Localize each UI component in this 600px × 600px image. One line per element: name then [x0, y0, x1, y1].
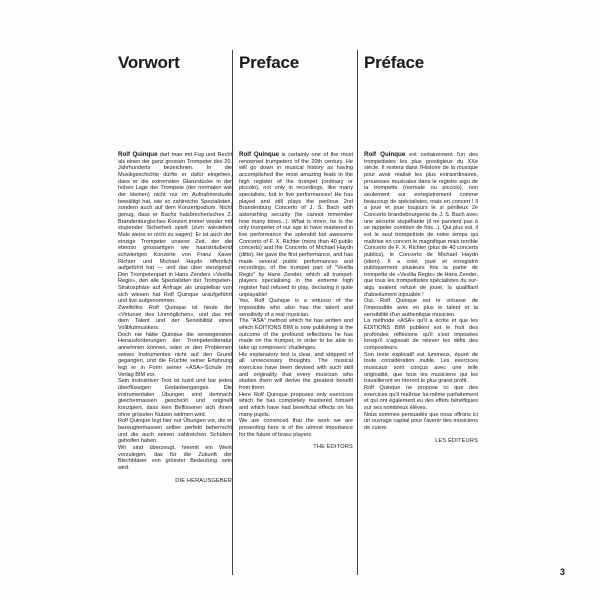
column-body — [118, 152, 232, 484]
paragraph: Sein instruktiver Text ist luzid und bar jedes überflüssigen Gedankenganges. Die instrumentalen Übungen sind demnach gleichermassen geschickt und originell konzipiert, dass kein Beflissener sich ihnen ohne grössten Nutzen widmen wird. — [118, 378, 232, 418]
paragraph: Oui, Rolf Quinque est le virtuose de l'impossible avec en plus le talent et la sensibilité d'un authentique musicien. — [364, 298, 478, 318]
signature: LES ÉDITEURS — [435, 437, 478, 444]
lead-name: Rolf Quinque — [364, 151, 406, 158]
lead-name: Rolf Quinque — [239, 151, 279, 158]
column-french — [362, 50, 480, 575]
heading-vorwort: Vorwort — [118, 53, 180, 72]
paragraph: Rolf Quinque darf man mit Fug und Recht als einen der ganz grossen Trompeter des 20. Jahrhunderts bezeichnen. In die Musikgeschichte dürfte er dafür eingehen, dass er die extremsten Glanzstücke in der hohen Lage der Trompete (der normalen wie der kleinen) nicht nur im Aufnahmestudio bewältigt hat, wie so zahlreiche Spezialisten, sondern auch auf dem Konzertpodium. Nicht genug, dass er Bachs halsbrecherisches 2. Brandenburgisches Konzert immer wieder mit stupender Sicherheit spielt (zum wievielten Male weiss er nicht zu sagen): Er ist auch der einzige Trompeter unserer Zeit, der die ebenso grossartigen wie haarsträubend schwierigen Konzerte von Franz Xaver Richter und Michael Haydn öffentlich aufgeführt hat — und das über vierzigmal! Den Trompetenpart in Hans Zenders «Vexilla Regis», den alle Spezialisten der Trompeten-Stratosphäre auf Anfrage als unspielbar von sich wiesen hat Rolf Quinque uraufgeführt und live aufgenommen. — [118, 151, 233, 305]
paragraph: Son texte explicatif est lumineux, épuré de toute considération inutile. Les exercices musicaux sont conçus avec une telle originalité, que tous les musiciens qui les travailleront en tireront le plus grand profit. — [364, 351, 478, 385]
signature: THE EDITORS — [313, 444, 353, 451]
paragraph: Wir sind überzeugt, hiermit ein Werk vorzulegen, das für die Zukunft der Blechbläser von grösster Bedeutung sein wird. — [118, 444, 232, 471]
paragraph: Rolf Quinque ne propose ici que des exercices qu'il maîtrise lui-même parfaitement et qui ont également eu des effets bénéfiques sur ses nombreux élèves. — [364, 384, 478, 411]
column-english — [237, 50, 355, 575]
column-divider — [357, 50, 358, 575]
paragraph: His explanatory text is clear, and stripped of all unnecessary thoughts. The musical exercices have been devised with such skill and originality that every musician who studies them will derive the greatest benefit from them. — [239, 351, 353, 391]
paragraph: Nous sommes persuadés que nous offrons ici un ouvrage capital pour l'avenir des musiciens de cuivre. — [364, 411, 478, 431]
paragraph: Rolf Quinque legt hier nur Übungen vor, die er bezeugtermassen selber perfekt beherrscht und die auch seinen zahlreichen Schülern geholfen haben. — [118, 418, 232, 445]
paragraph: Rolf Quinque est certainement l'un des trompettistes les plus prestigieux du XXe siècle. Il restera dans l'Histoire de la musique pour avoir réalisé les plus extraordinaires, prouesses musicales dans le registre aigu de la trompette (normale ou piccolo), non seulement sur enregistrement comme beaucoup de spécialistes, mais en concert ! Il a joué et joue toujours le si périlleux 2e Concerto brandebourgeois de J. S. Bach avec une sécurité stupéfiante (il ne parvient pas à se rappeler combien de fois...). Qui plus est, il est le seul trompettiste de notre temps qui maîtrise en concert le magnifique mais terrible Concerto de F. X. Richter (plus de 40 concerts publics), le Concerto de Michael Haydn (idem). Il a créé, joué et enregistré publiquement plusieurs fois la partie de trompette de «Vexilla Regis» de Hans Zender, que tous les trompettistes spécialistes du sur-aigu avaient refusé de jouer, la qualifiant d'absolument injouable ! — [364, 151, 478, 298]
heading-preface-fr: Préface — [364, 53, 425, 72]
paragraph: Doch nie hätte Quinque die verwegensten Herausforderungen der Trompetenliteratur annehmen können, wäre er den Problemen seines Instrumentes nicht auf den Grund gegangen, und die Früchte seiner Erfahrung legt er in Form seiner «ASA»-Schule im Verlag BIM vor. — [118, 331, 232, 378]
page-number: 3 — [560, 567, 566, 577]
heading-preface: Preface — [239, 53, 300, 72]
paragraph: La méthode «ASA» qu'il a écrite et que les ÉDITIONS BIM publient est le fruit des profondes réflexions qu'il s'est imposées lorsqu'il s'agissait de relever les défis des compositeurs. — [364, 318, 478, 352]
paragraph: We are convinced that the work we are presenting here is of the utmost importance for the future of brass players. — [239, 418, 353, 438]
column-body — [239, 152, 353, 451]
paragraph: Yes, Rolf Quinque is a virtuoso of the impossible who also has the talent and sensitivity of a real musician. — [239, 298, 353, 318]
paragraph: The "ASA" method which he has written and which EDITIONS BIM is now publishing is the outcome of the profound reflections he has made on the trumpet, in order to be able to take up composers' challenges. — [239, 318, 353, 352]
paragraph: Rolf Quinque is certainly one of the most renowned trumpeters of the 20th century. He will go down in musical history as having accomplished the most amazing feats in the high register of the trumpet (ordinary or piccolo), not only in recordings, like many specialists, but in live performances! He has played and still plays the perilous 2nd Brandenburg Concerto of J. S. Bach with astonishing security (he cannot remember how many times...). What is more, he is the only trumpeter of our age to have mastered in live performance the splendid but awesome Concerto of F. X. Richter (more than 40 public concerts) and the Concerto of Michael Haydn (ditto). He gave the first performance, and has made several public performances and recordings, of the trumpet part of "Vexilla Regis" by Hans Zender, which all trumpet-players specialising in the extreme high register had refused to play, declaring it quite unplayable! — [239, 151, 353, 298]
lead-name: Rolf Quinque — [118, 151, 158, 158]
column-german — [116, 50, 234, 575]
column-body — [364, 152, 478, 444]
paragraph: Zweifellos Rolf Quinque ist heute der «Virtuose des Unmöglichen», und das mit dem Talent und der Sensibilität eines Vollblutmusikers. — [118, 305, 232, 332]
paragraph: Here Rolf Quinque proposes only exercices which he has completely mastered himself and which have had beneficial effects on his many pupils. — [239, 391, 353, 418]
signature: DIE HERAUSGEBER — [175, 477, 232, 484]
